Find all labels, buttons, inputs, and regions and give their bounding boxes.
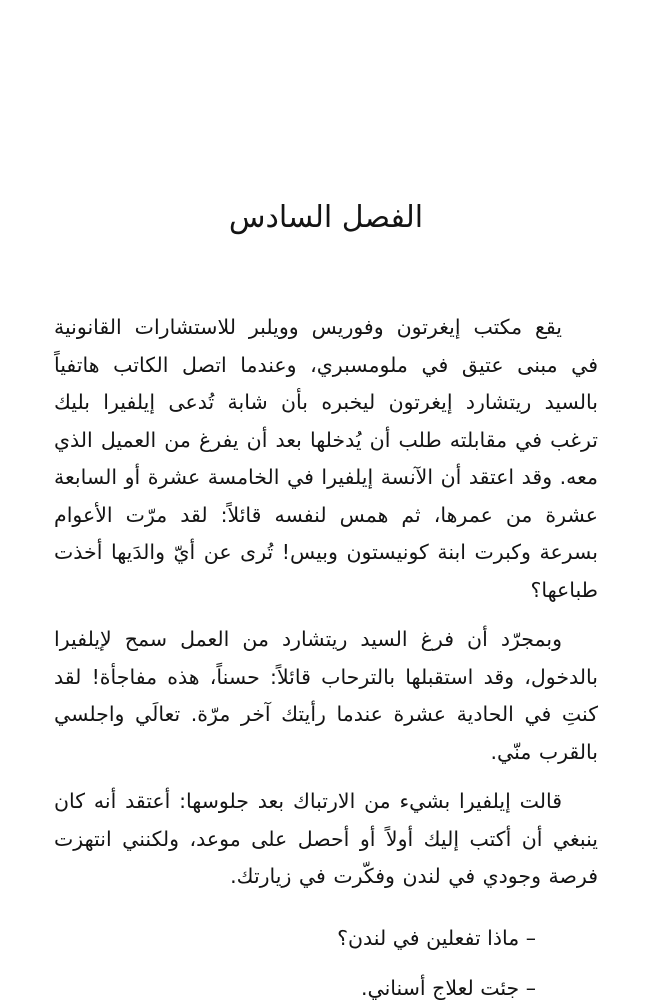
paragraph-1: يقع مكتب إيغرتون وفوريس وويلبر للاستشارات القانونية في مبنى عتيق في ملومسبري، وعندما اتصل الكاتب هاتفياً بالسيد ريتشارد إيغرتون ليخبره بأن شابة تُدعى إيلفيرا بليك ترغب في مقابلته طلب أن يُدخلها بعد أن يفرغ من العميل الذي معه. وقد اعتقد أن الآنسة إيلفيرا في الخامسة عشرة أو السابعة عشرة من عمرها، ثم همس لنفسه قائلاً: لقد مرّت الأعوام بسرعة وكبرت ابنة كونيستون وبيس! تُرى عن أيّ والدَيها أخذت طباعها؟ — [54, 315, 598, 602]
paragraph-3: قالت إيلفيرا بشيء من الارتباك بعد جلوسها: أعتقد أنه كان ينبغي أن أكتب إليك أولاً أو أحصل على موعد، ولكنني انتهزت فرصة وجودي في لندن وفكّرت في زيارتك. — [54, 789, 598, 888]
paragraph-2: وبمجرّد أن فرغ السيد ريتشارد من العمل سمح لإيلفيرا بالدخول، وقد استقبلها بالترحاب قائلاً: حسناً، هذه مفاجأة! لقد كنتِ في الحادية عشرة عندما رأيتك آخر مرّة. تعالَي واجلسي بالقرب منّي. — [54, 627, 598, 764]
dialogue-line-2: – جئت لعلاج أسناني. — [360, 976, 536, 1000]
chapter-title: الفصل السادس — [228, 200, 424, 235]
dialogue-line-1: – ماذا تفعلين في لندن؟ — [337, 925, 536, 950]
